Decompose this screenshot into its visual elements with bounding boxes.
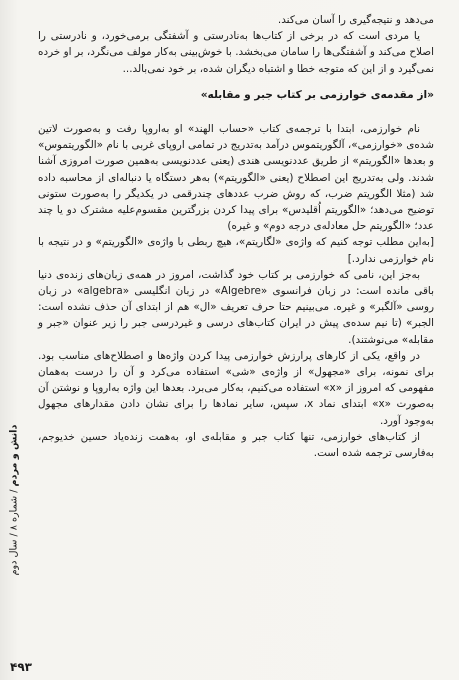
journal-running-head [6, 400, 22, 600]
page-number: ۴۹۳ [10, 660, 32, 674]
issue-info: / شماره ۸ / سال دوم [8, 489, 20, 576]
paragraph: به‌جز این، نامی که خوارزمی بر کتاب خود گذاشت، امروز در همه‌ی زبان‌های زنده‌ی دنیا باقی مانده است: در زبان فرانسوی «Algebre» در زبان انگلیسی «algebra» در زبان روسی «آلگبر» و غیره. می‌بینیم حتا حرف تعریف «ال» هم از ابتدای آن حذف نشده است: الجبر» (تا نیم سده‌ی پیش در ایران کتاب‌های درسی و غیردرسی جبر را زیر عنوان «جبر و مقابله» می‌نوشتند). [38, 268, 434, 346]
quote-source-heading: «از مقدمه‌ی خوارزمی بر کتاب جبر و مقابله» [200, 88, 434, 101]
paragraph: می‌دهد و نتیجه‌گیری را آسان می‌کند. [277, 14, 434, 26]
journal-name: دانش و مردم [8, 424, 20, 487]
paragraph: از کتاب‌های خوارزمی، تنها کتاب جبر و مقابله‌ی او، به‌همت زنده‌یاد حسین خدیوجم، به‌فارسی ترجمه شده است. [38, 430, 434, 460]
paragraph: [به‌این مطلب توجه کنیم که واژه‌ی «لگاریتم»، هیچ ربطی با واژه‌ی «الگوریتم» و در نتیجه با نام خوارزمی ندارد.] [38, 236, 434, 265]
paragraph: در واقع، یکی از کارهای پرارزش خوارزمی پیدا کردن واژه‌ها و اصطلاح‌های مناسب بود. برای نمونه، برای «مجهول» از واژه‌ی «شی» استفاده می‌کرد و آن را درست به‌همان مفهومی که امروز از «x» استفاده می‌کنیم، به‌کار می‌برد. بعدها این واژه به‌اروپا و نوشتن آن به‌صورت «x» ابتدای نماد x، سپس، سایر نمادها را برای نشان دادن مقدارهای مجهول به‌وجود آورد. [38, 349, 435, 427]
paragraph: نام خوارزمی، ابتدا با ترجمه‌ی کتاب «حساب الهند» او به‌اروپا رفت و به‌صورت لاتین شده‌ی «خوارزمی»، آلگوریتموس درآمد به‌تدریج در تمامی اروپای غربی با نام «الگوریتموس» و بعدها «الگوریتم» از طریق عددنویسی هندی (یعنی عددنویسی به‌همین صورت امروزی آشنا شدند. ولی به‌تدریج این اصطلاح (یعنی «الگوریتم») به‌هر دستگاه یا دنباله‌ای از محاسبه داده شد (مثلا الگوریتم ضرب، که روش ضرب عددهای چندرقمی در یکدیگر را به‌صورت ستونی توضیح می‌دهد؛ «الگوریتم اُقلیدس» برای پیدا کردن بزرگترین مقسوم‌علیه مشترک دو یا چند عدد؛ «الگوریتم حل معادله‌ی درجه دوم» و غیره) [38, 123, 434, 233]
text-column [38, 12, 434, 461]
paragraph: یا مردی است که در برخی از کتاب‌ها به‌نادرستی و آشفتگی برمی‌خورد، و نادرستی را اصلاح می‌کند و آشفتگی‌ها را سامان می‌بخشد. با خوش‌بینی به‌کار مولف می‌نگرد، بر او خرده نمی‌گیرد و از این که متوجه خطا و اشتباه دیگران شده، بر خود نمی‌بالد... [38, 30, 434, 75]
